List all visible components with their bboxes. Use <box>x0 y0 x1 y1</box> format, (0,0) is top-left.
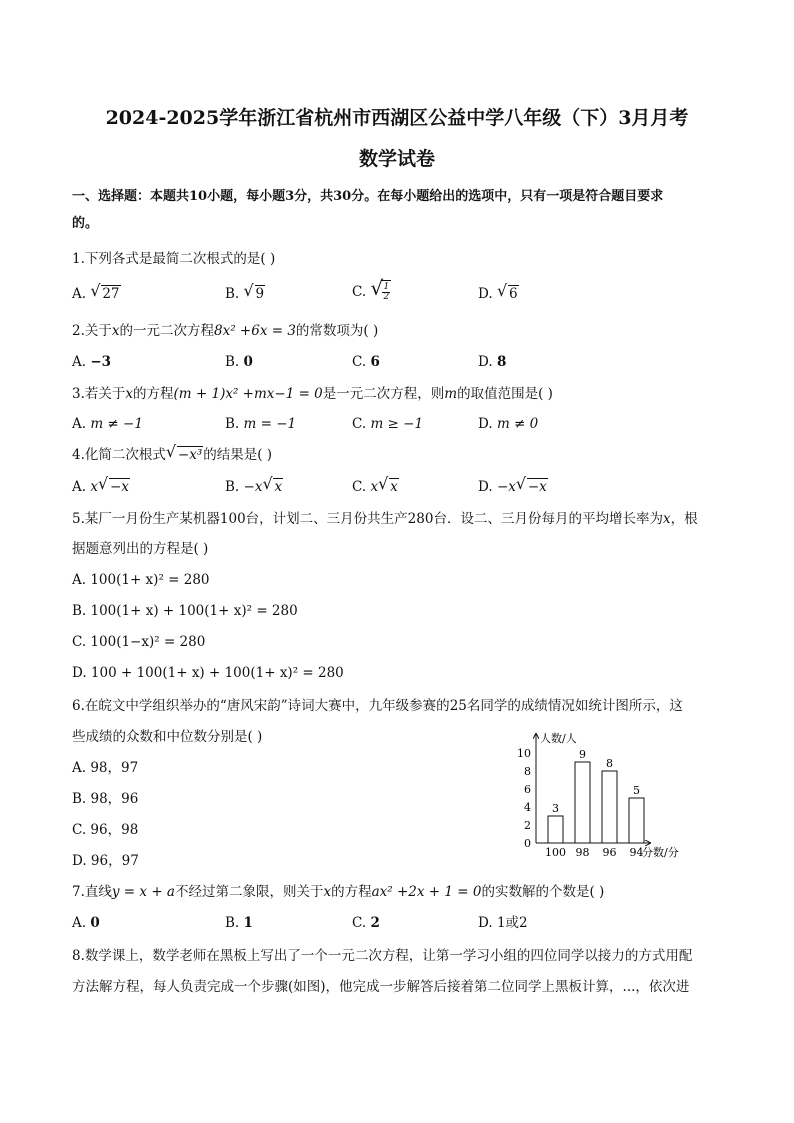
q4-option-b-coef: −x <box>243 479 263 495</box>
q4-option-d-coef: −x <box>496 479 516 495</box>
question-3-stem <box>72 384 722 404</box>
q7-option-b[interactable] <box>225 913 253 933</box>
q2-option-d[interactable] <box>478 352 506 372</box>
question-6-stem-line2: 些成绩的众数和中位数分别是( ) <box>72 729 263 745</box>
x-tick-label: 98 <box>575 846 590 859</box>
q4-option-d[interactable] <box>478 474 548 497</box>
bar-group <box>548 748 644 843</box>
q2-option-a-letter: A. <box>72 354 87 370</box>
q1-option-b[interactable] <box>225 281 265 304</box>
sqrt-symbol: √ −x <box>97 474 129 495</box>
q7-stem-equation1: y = x + a <box>111 884 175 900</box>
section-instructions-text: 一、选择题：本题共10小题，每小题3分，共30分。在每小题给出的选项中，只有一项是符合题目要求 <box>72 189 664 204</box>
q3-option-b-value: m = −1 <box>243 416 297 432</box>
question-7-stem <box>72 882 722 902</box>
y-tick-label: 0 <box>524 837 531 850</box>
question-5-stem-line1 <box>72 509 722 529</box>
q2-stem-equation: 8x² +6x = 3 <box>214 323 296 339</box>
y-tick-label: 4 <box>524 801 531 814</box>
q3-option-b-letter: B. <box>225 416 240 432</box>
q2-option-a[interactable] <box>72 352 111 372</box>
q1-option-b-value: 9 <box>255 286 265 302</box>
y-tick-label: 8 <box>524 765 531 778</box>
question-8-stem-line2: 方法解方程，每人负责完成一个步骤(如图)，他完成一步解答后接着第二位同学上黑板计算，...，依次进 <box>72 979 690 995</box>
bar-value-label: 3 <box>552 802 559 815</box>
q7-stem-mid: 不经过第二象限，则关于 <box>174 884 324 900</box>
q2-stem-mid: 的一元二次方程 <box>119 323 215 339</box>
q2-option-c-value: 6 <box>370 354 380 370</box>
y-axis-label: 人数/人 <box>540 732 577 745</box>
question-4-stem <box>72 442 722 465</box>
q4-option-d-letter: D. <box>478 479 493 495</box>
bar-98 <box>575 762 590 843</box>
q7-option-d[interactable] <box>478 913 528 933</box>
q4-option-a[interactable] <box>72 474 130 497</box>
q4-option-a-letter: A. <box>72 479 87 495</box>
q3-option-a-value: m ≠ −1 <box>90 416 143 432</box>
q1-option-c-denominator: 2 <box>383 292 390 302</box>
section-instructions-line2: 的。 <box>72 216 99 231</box>
bar-value-label: 5 <box>633 784 640 797</box>
bar-value-label: 9 <box>579 748 586 761</box>
q4-stem-post: 的结果是( ) <box>203 447 273 463</box>
q7-option-d-letter: D. <box>478 915 493 931</box>
sqrt-symbol: √ 6 <box>496 281 518 302</box>
sqrt-symbol: √ x <box>262 474 283 495</box>
q5-stem-var: x <box>662 511 671 527</box>
q6-option-a[interactable]: A. 98，97 <box>72 760 139 776</box>
q2-option-b[interactable] <box>225 352 253 372</box>
q2-stem-pre: 2.关于 <box>72 323 112 339</box>
y-tick-group <box>517 747 531 850</box>
q4-option-b-letter: B. <box>225 479 240 495</box>
q2-option-a-value: −3 <box>90 354 112 370</box>
q4-option-a-coef: x <box>90 479 98 495</box>
q2-stem-var: x <box>111 323 120 339</box>
q3-stem-mid2: 是一元二次方程，则 <box>322 386 445 402</box>
sqrt-symbol: √ 9 <box>243 281 265 302</box>
q6-option-d[interactable]: D. 96，97 <box>72 853 139 869</box>
q7-option-a-letter: A. <box>72 915 87 931</box>
q7-option-a[interactable] <box>72 913 100 933</box>
x-tick-label: 100 <box>545 846 566 859</box>
q1-option-c[interactable] <box>352 276 391 302</box>
exam-title-line2: 数学试卷 <box>358 148 435 170</box>
y-tick-label: 6 <box>524 783 531 796</box>
q1-option-b-letter: B. <box>225 286 240 302</box>
q1-option-c-numerator: 1 <box>383 282 390 292</box>
q3-option-c[interactable] <box>352 414 423 434</box>
q1-option-c-letter: C. <box>352 284 367 300</box>
q4-option-c-coef: x <box>370 479 379 495</box>
q6-option-b[interactable]: B. 98，96 <box>72 791 139 807</box>
exam-title-line1: 2024-2025学年浙江省杭州市西湖区公益中学八年级（下）3月月考 <box>105 107 689 129</box>
sqrt-symbol: √ 27 <box>90 281 120 302</box>
q4-option-c-radicand: x <box>390 479 398 495</box>
sqrt-symbol: √ −x³ <box>165 442 203 463</box>
question-5-stem-line2: 据题意列出的方程是( ) <box>72 541 209 557</box>
q3-stem-pre: 3.若关于 <box>72 386 126 402</box>
q2-option-d-value: 8 <box>496 354 507 370</box>
bar-100 <box>548 816 563 843</box>
question-2-stem <box>72 321 722 341</box>
q1-option-d[interactable] <box>478 281 519 304</box>
sqrt-symbol: √ x <box>378 474 398 495</box>
question-6-stem-line1 <box>72 696 722 716</box>
q5-stem-n1: 100 <box>219 511 246 527</box>
q3-option-d-value: m ≠ 0 <box>496 416 539 432</box>
q4-option-c[interactable] <box>352 474 399 497</box>
x-tick-label: 96 <box>602 846 617 859</box>
q3-stem-post: 的取值范围是( ) <box>457 386 553 402</box>
q1-option-d-letter: D. <box>478 286 493 302</box>
score-bar-chart <box>500 730 700 862</box>
q7-option-d-value: 1或2 <box>496 915 528 931</box>
q5-option-c[interactable]: C. 100(1−x)² = 280 <box>72 634 206 650</box>
q3-option-c-letter: C. <box>352 416 367 432</box>
q5-stem-post: ，根 <box>670 511 698 527</box>
q3-stem-equation: (m + 1)x² +mx−1 = 0 <box>173 386 323 402</box>
q7-option-b-letter: B. <box>225 915 240 931</box>
q4-stem-radicand: −x³ <box>177 447 203 463</box>
q7-option-c[interactable] <box>352 913 380 933</box>
x-tick-group <box>545 846 644 859</box>
q3-option-c-value: m ≥ −1 <box>370 416 424 432</box>
q2-option-c-letter: C. <box>352 354 367 370</box>
sqrt-symbol: √ −x <box>515 474 547 495</box>
q6-stem-n: 25 <box>449 698 467 714</box>
q5-stem-n2: 280 <box>407 511 434 527</box>
q3-option-a[interactable] <box>72 414 143 434</box>
y-tick-label: 2 <box>524 819 531 832</box>
q7-option-a-value: 0 <box>90 915 100 931</box>
q5-option-d[interactable]: D. 100 + 100(1+ x) + 100(1+ x)² = 280 <box>72 665 344 681</box>
q2-option-d-letter: D. <box>478 354 493 370</box>
q5-stem-mid2: 台．设二、三月份每月的平均增长率为 <box>433 511 663 527</box>
y-tick-label: 10 <box>517 747 531 760</box>
q3-option-d[interactable] <box>478 414 538 434</box>
q4-stem-pre: 4.化简二次根式 <box>72 447 166 463</box>
q2-stem-post: 的常数项为( ) <box>295 323 379 339</box>
q1-option-d-value: 6 <box>508 286 518 302</box>
q6-stem-pre: 6.在皖文中学组织举办的“唐风宋韵”诗词大赛中，九年级参赛的 <box>72 698 450 714</box>
q5-stem-mid: 台，计划二、三月份共生产 <box>245 511 408 527</box>
q1-option-a-letter: A. <box>72 286 87 302</box>
section-instructions-line1 <box>72 186 722 207</box>
q5-option-a[interactable]: A. 100(1+ x)² = 280 <box>72 572 210 588</box>
q6-stem-post: 名同学的成绩情况如统计图所示，这 <box>466 698 683 714</box>
q4-option-d-radicand: −x <box>527 479 547 495</box>
q7-option-c-value: 2 <box>370 915 380 931</box>
q2-option-b-letter: B. <box>225 354 240 370</box>
q3-option-d-letter: D. <box>478 416 493 432</box>
q7-option-c-letter: C. <box>352 915 367 931</box>
q4-option-b[interactable] <box>225 474 283 497</box>
q5-option-b[interactable]: B. 100(1+ x) + 100(1+ x)² = 280 <box>72 603 298 619</box>
q4-option-b-radicand: x <box>274 479 283 495</box>
q2-option-c[interactable] <box>352 352 380 372</box>
q3-stem-var2: m <box>444 386 458 402</box>
q1-option-a[interactable] <box>72 281 121 304</box>
q4-option-c-letter: C. <box>352 479 367 495</box>
x-axis-label: 分数/分 <box>642 846 679 859</box>
q3-stem-mid: 的方程 <box>133 386 174 402</box>
q3-option-a-letter: A. <box>72 416 87 432</box>
q3-stem-var: x <box>125 386 134 402</box>
q7-stem-post: 的实数解的个数是( ) <box>481 884 605 900</box>
q6-option-c[interactable]: C. 96，98 <box>72 822 139 838</box>
question-1-stem: 1.下列各式是最简二次根式的是( ) <box>72 251 276 267</box>
bar-94 <box>629 798 644 843</box>
sqrt-symbol: √ $\frac{1}{2}$ <box>370 276 390 302</box>
bar-96 <box>602 771 617 843</box>
q7-stem-pre: 7.直线 <box>72 884 112 900</box>
q1-option-a-value: 27 <box>102 286 120 302</box>
q7-stem-var: x <box>323 884 332 900</box>
q7-option-b-value: 1 <box>243 915 253 931</box>
x-tick-label: 94 <box>629 846 644 859</box>
q7-stem-mid2: 的方程 <box>331 884 372 900</box>
question-8-stem-line1: 8.数学课上，数学老师在黑板上写出了一个一元二次方程，让第一学习小组的四位同学以接力的方式用配 <box>72 948 693 964</box>
q2-option-b-value: 0 <box>243 354 253 370</box>
q7-stem-equation2: ax² +2x + 1 = 0 <box>371 884 482 900</box>
bar-value-label: 8 <box>606 757 613 770</box>
q3-option-b[interactable] <box>225 414 296 434</box>
q4-option-a-radicand: −x <box>109 479 129 495</box>
q5-stem-pre: 5.某厂一月份生产某机器 <box>72 511 220 527</box>
